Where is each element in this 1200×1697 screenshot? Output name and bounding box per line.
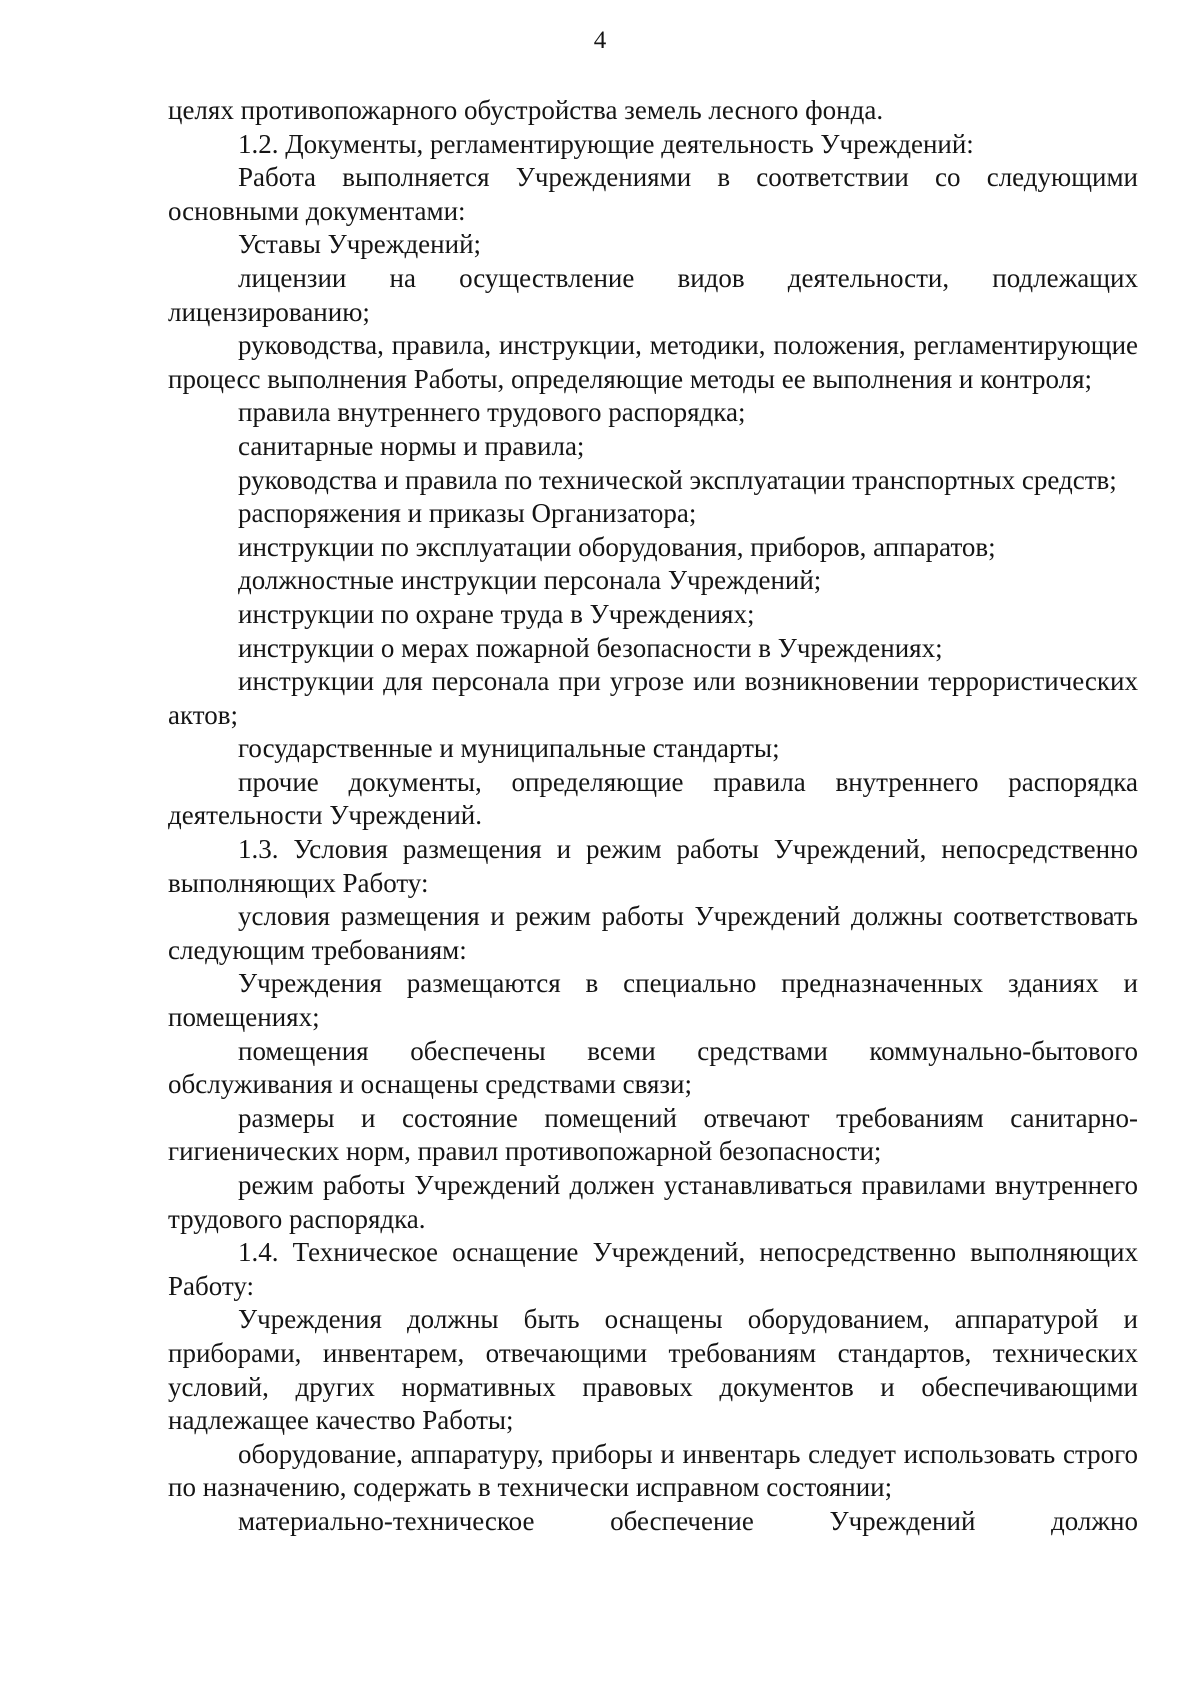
- list-item: помещения обеспечены всеми средствами коммунально-бытового обслуживания и оснащены средствами связи;: [168, 1035, 1138, 1100]
- document-body: [168, 94, 1138, 1539]
- paragraph: оборудование, аппаратуру, приборы и инвентарь следует использовать строго по назначению, содержать в технически исправном состоянии;: [168, 1438, 1138, 1503]
- paragraph: условия размещения и режим работы Учреждений должны соответствовать следующим требованиям:: [168, 901, 1138, 965]
- list-item: государственные и муниципальные стандарты;: [238, 733, 780, 764]
- paragraph: Учреждения должны быть оснащены оборудованием, аппаратурой и приборами, инвентарем, отвечающими требованиям стандартов, технических условий, других нормативных правовых документов и обеспечивающими надлежащее качество Работы;: [168, 1304, 1138, 1436]
- paragraph: целях противопожарного обустройства земель лесного фонда.: [168, 95, 884, 125]
- paragraph: Работа выполняется Учреждениями в соответствии со следующими основными документами:: [168, 162, 1138, 226]
- list-item: должностные инструкции персонала Учреждений;: [238, 565, 822, 596]
- list-item: инструкции по эксплуатации оборудования, приборов, аппаратов;: [238, 531, 996, 562]
- list-item: санитарные нормы и правила;: [238, 430, 585, 461]
- list-item: руководства, правила, инструкции, методики, положения, регламентирующие процесс выполнения Работы, определяющие методы ее выполнения и контроля;: [168, 330, 1138, 394]
- list-item: правила внутреннего трудового распорядка;: [238, 397, 746, 428]
- page-number: 4: [593, 27, 607, 54]
- list-item: руководства и правила по технической эксплуатации транспортных средств;: [238, 464, 1117, 495]
- paragraph: материально-техническое обеспечение Учреждений должно: [238, 1505, 1138, 1536]
- section-heading: 1.2. Документы, регламентирующие деятельность Учреждений:: [238, 128, 974, 159]
- section-heading: 1.4. Техническое оснащение Учреждений, непосредственно выполняющих Работу:: [168, 1237, 1138, 1301]
- list-item: инструкции по охране труда в Учреждениях;: [238, 598, 755, 629]
- list-item: размеры и состояние помещений отвечают требованиям санитарно-гигиенических норм, правил противопожарной безопасности;: [168, 1102, 1138, 1167]
- list-item: инструкции о мерах пожарной безопасности в Учреждениях;: [238, 632, 943, 663]
- list-item: инструкции для персонала при угрозе или возникновении террористических актов;: [168, 666, 1138, 730]
- list-item: распоряжения и приказы Организатора;: [238, 498, 697, 529]
- list-item: лицензии на осуществление видов деятельности, подлежащих лицензированию;: [168, 262, 1138, 327]
- section-heading: 1.3. Условия размещения и режим работы Учреждений, непосредственно выполняющих Работу:: [168, 834, 1138, 898]
- list-item: режим работы Учреждений должен устанавливаться правилами внутреннего трудового распорядка.: [168, 1170, 1138, 1234]
- list-item: Учреждения размещаются в специально предназначенных зданиях и помещениях;: [168, 968, 1138, 1033]
- list-item: Уставы Учреждений;: [238, 229, 482, 260]
- list-item: прочие документы, определяющие правила внутреннего распорядка деятельности Учреждений.: [168, 766, 1138, 831]
